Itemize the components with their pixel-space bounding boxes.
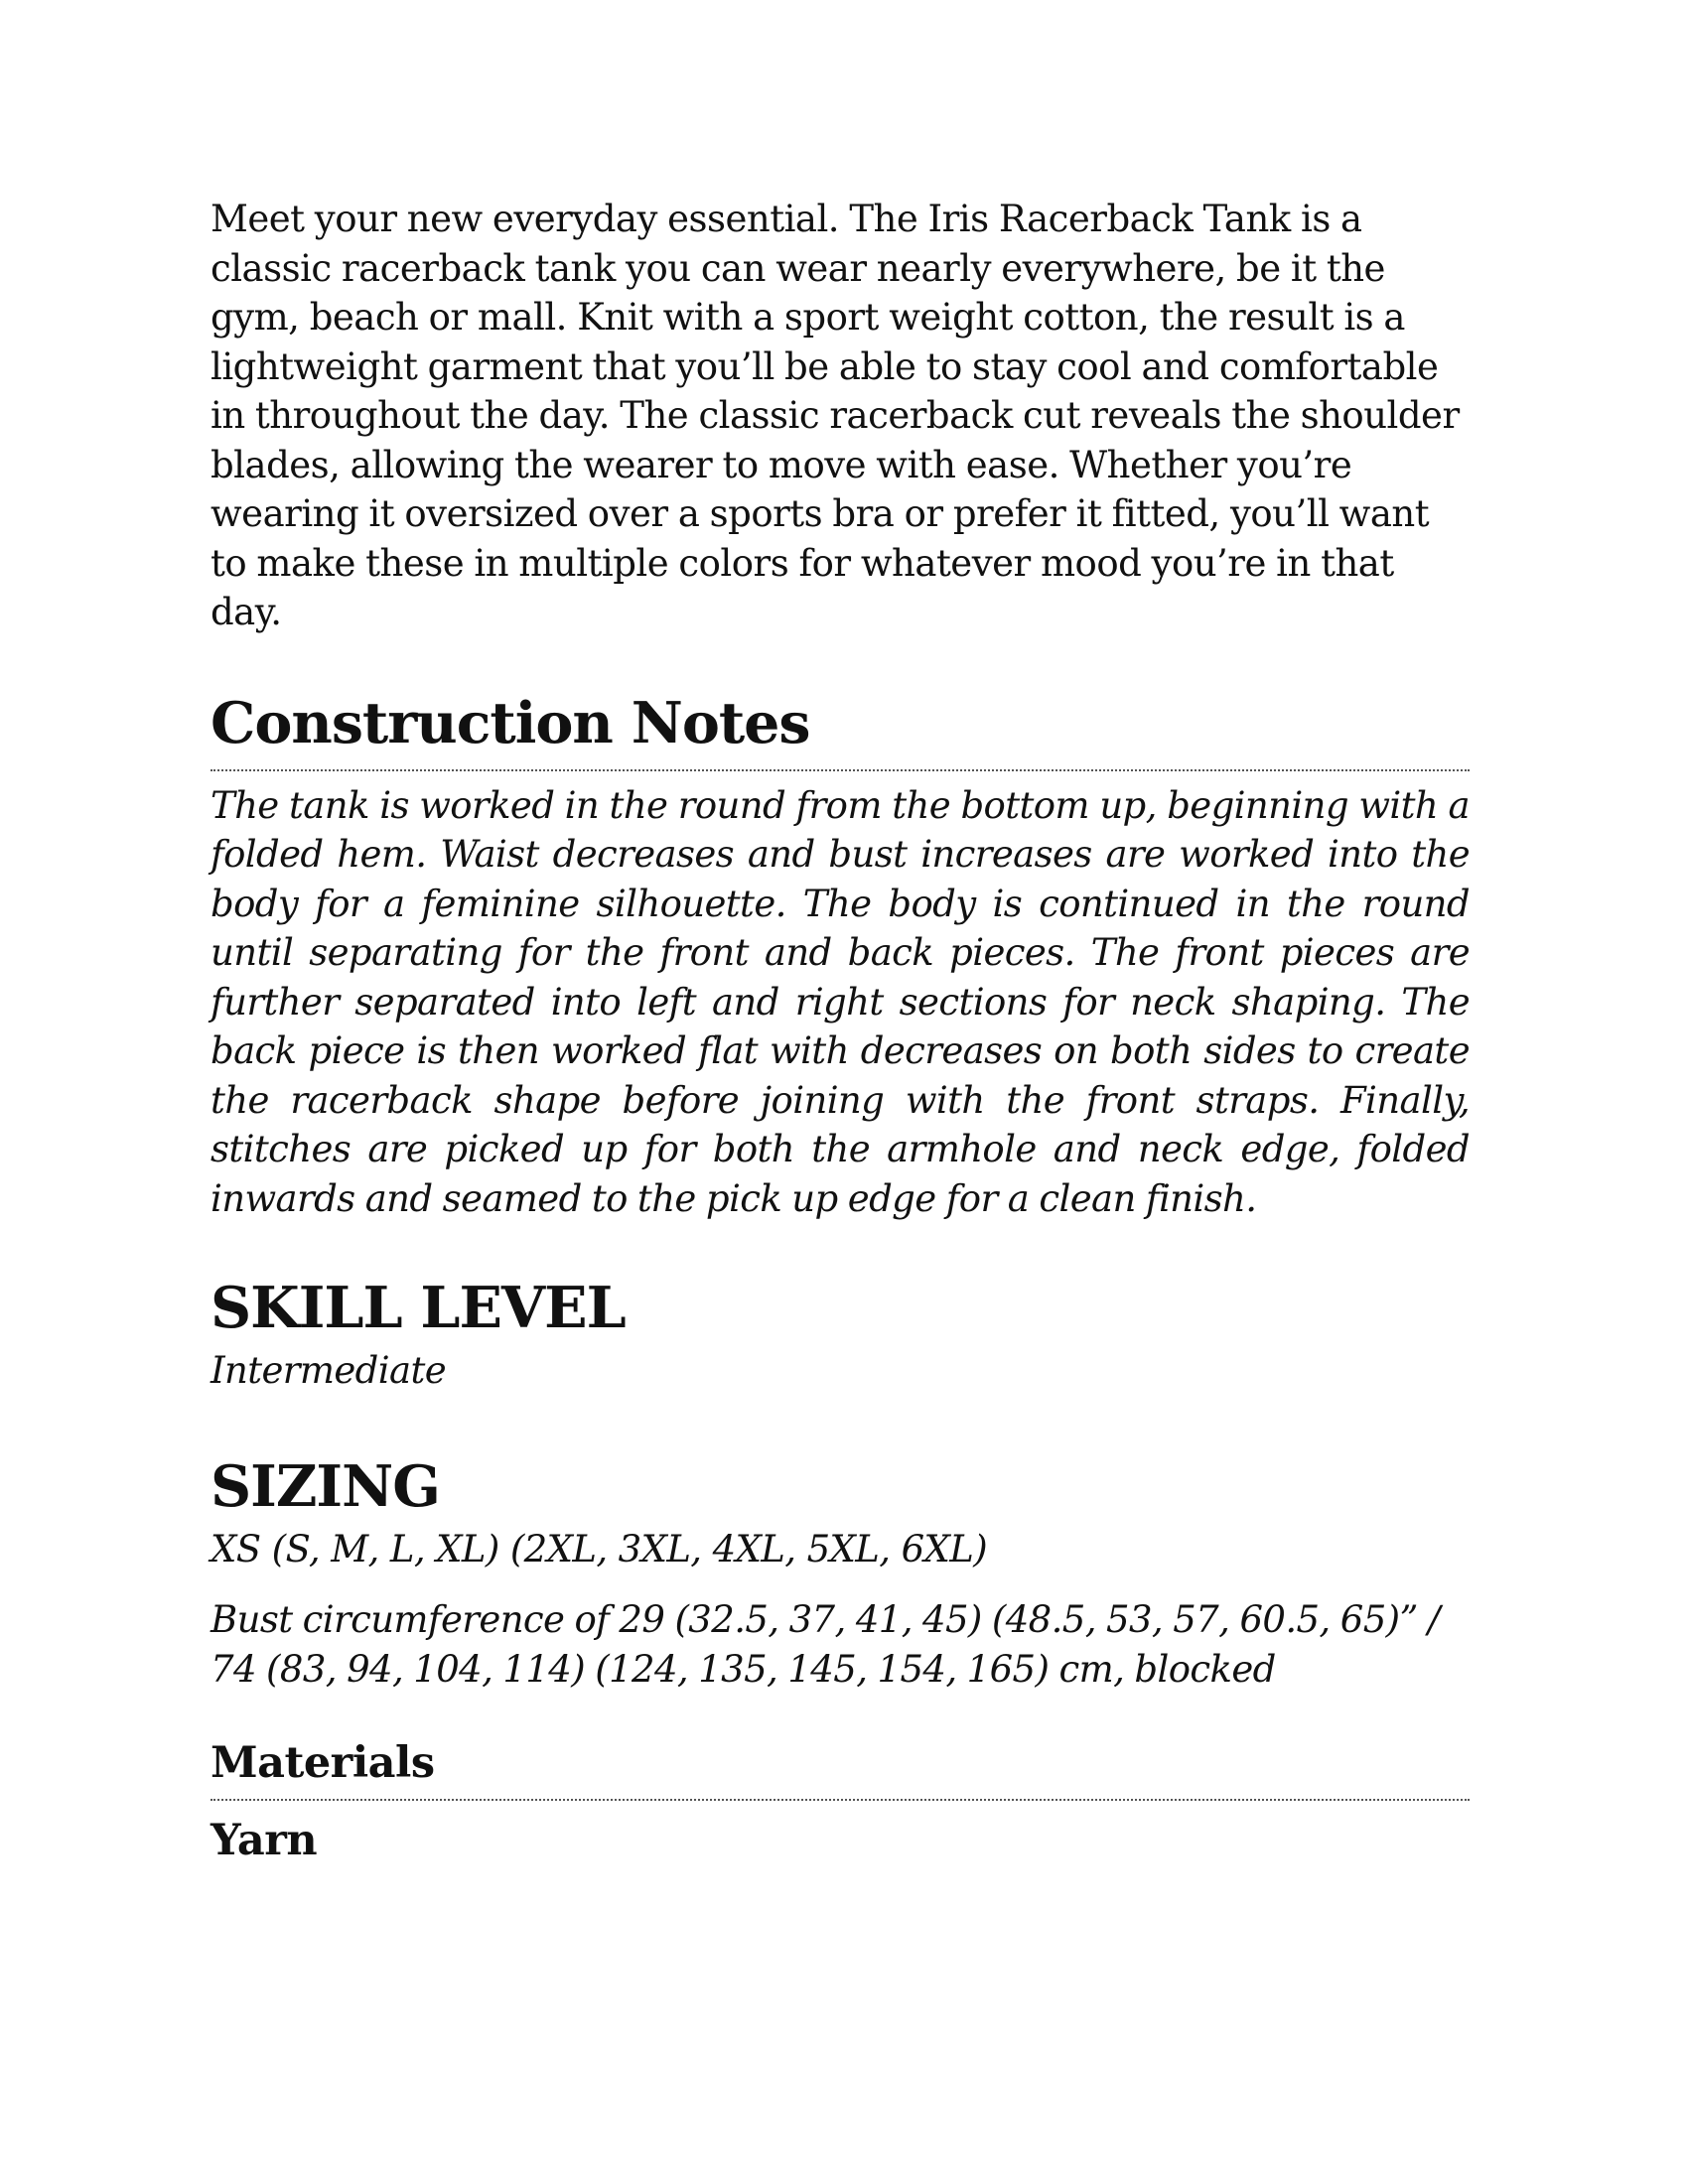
skill-level-heading: SKILL LEVEL xyxy=(211,1275,626,1341)
materials-heading: Materials xyxy=(211,1738,435,1788)
skill-level-value: Intermediate xyxy=(211,1349,447,1392)
construction-notes-heading: Construction Notes xyxy=(211,689,810,756)
sizing-bust-circumference: Bust circumference of 29 (32.5, 37, 41, 45) (48.5, 53, 57, 60.5, 65)” / 74 (83, 94, 104, 114) (124, 135, 145, 154, 165) cm, blocked xyxy=(211,1598,1440,1691)
yarn-heading: Yarn xyxy=(211,1816,318,1865)
pattern-page xyxy=(211,195,1470,1866)
materials-divider xyxy=(211,1799,1470,1801)
construction-divider xyxy=(211,769,1470,771)
construction-notes-text: The tank is worked in the round from the bottom up, beginning with a folded hem. Waist decreases and bust increases are worked into the body for a feminine silhouette. The body is continued in the round until separating for the front and back pieces. The front pieces are further separated into left and right sections for neck shaping. The back piece is then worked flat with decreases on both sides to create the racerback shape before joining with the front straps. Finally, stitches are picked up for both the armhole and neck edge, folded inwards and seamed to the pick up edge for a clean finish. xyxy=(211,783,1470,1220)
intro-paragraph: Meet your new everyday essential. The Iris Racerback Tank is a classic racerback tank you can wear nearly everywhere, be it the gym, beach or mall. Knit with a sport weight cotton, the result is a lightweight garment that you’ll be able to stay cool and comfortable in throughout the day. The classic racerback cut reveals the shoulder blades, allowing the wearer to move with ease. Whether you’re wearing it oversized over a sports bra or prefer it fitted, you’ll want to make these in multiple colors for whatever mood you’re in that day. xyxy=(211,198,1460,633)
sizing-sizes: XS (S, M, L, XL) (2XL, 3XL, 4XL, 5XL, 6XL) xyxy=(211,1527,988,1570)
sizing-heading: SIZING xyxy=(211,1452,440,1520)
